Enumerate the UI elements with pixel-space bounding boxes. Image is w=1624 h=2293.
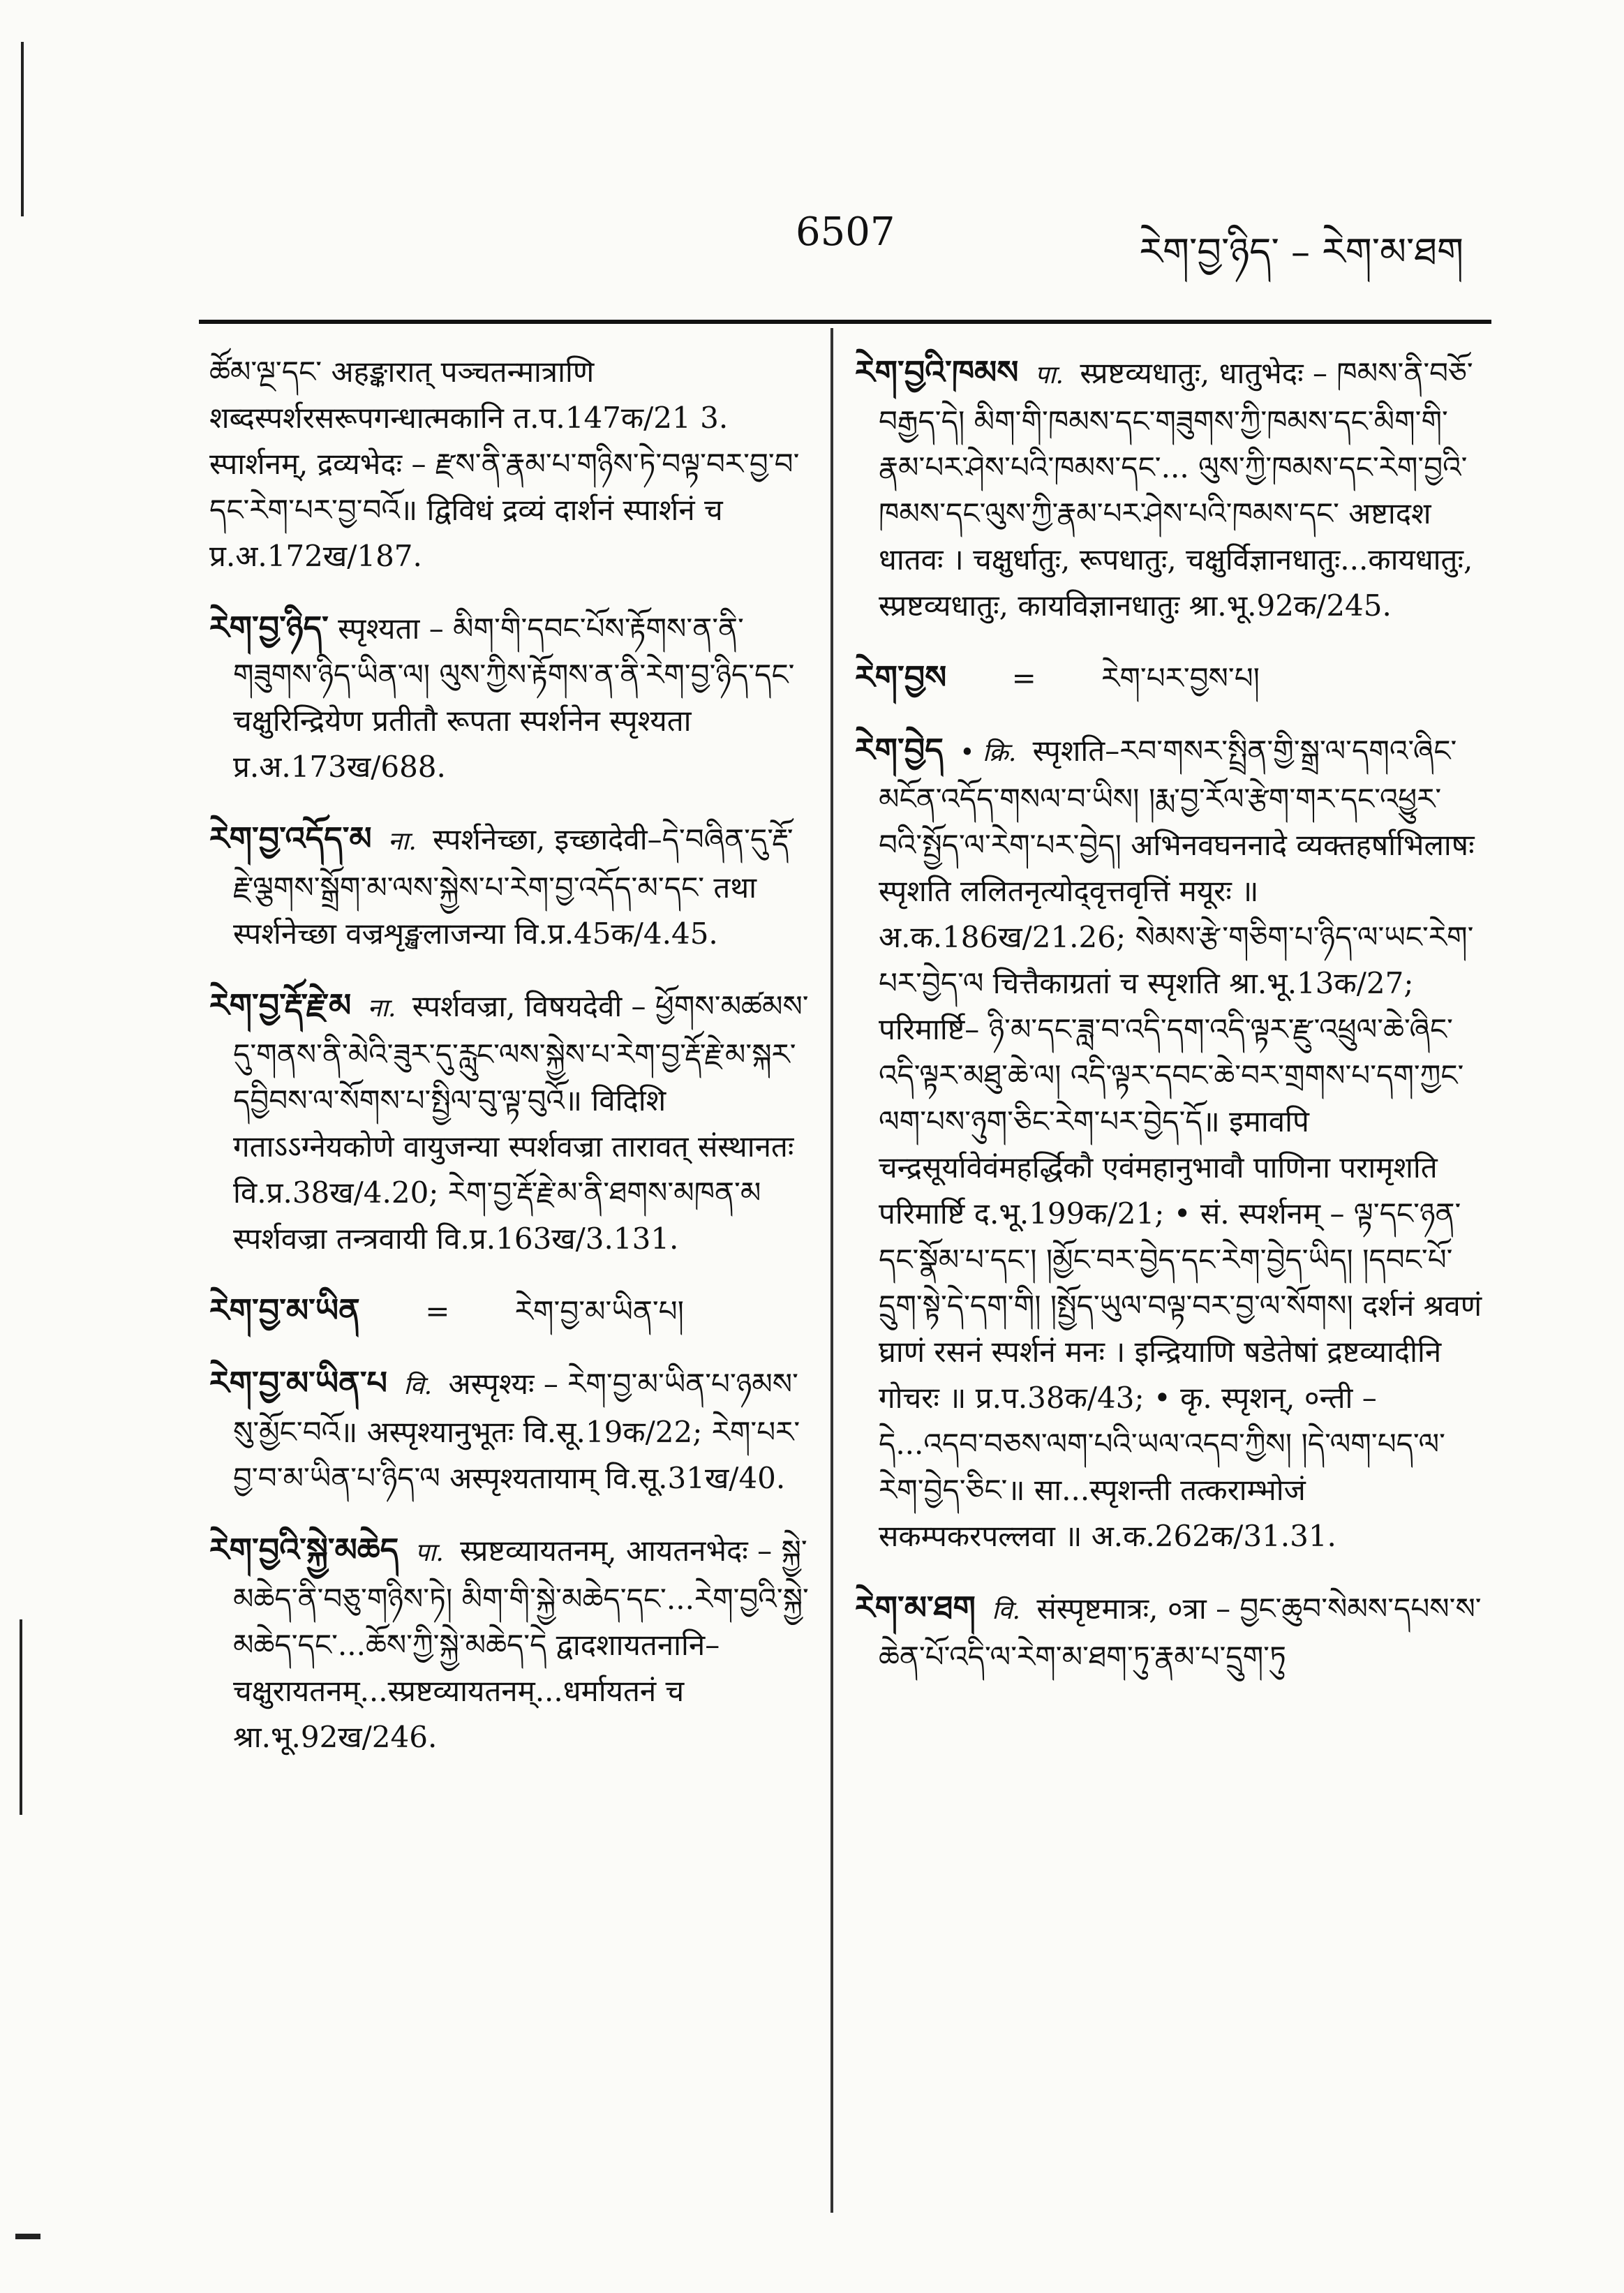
entry-headword: རེག་བྱ་འདོད་མ [209,819,372,857]
scan-edge-mark [21,42,24,216]
entry-headword: རེག་བྱེད [855,731,944,769]
entry-text: རེག་བྱ་མ་ཡིན་པ། [514,1294,684,1328]
entry-abbreviation: वि. [992,1596,1020,1625]
entry-text: स्पृश्यता – མིག་གི་དབང་པོས་རྟོགས་ན་ནི་གཟུགས་ཉིད་ཡིན་ལ། ལུས་ཀྱིས་རྟོགས་ན་ནི་རེག་བྱ་ཉིད་དང་ चक्षुरिन्द्रियेण प्रतीतौ रूपता स्पर्शनेन स्पृश्यता प्र.अ.173ख/688. [233,611,795,784]
entry-equals-sign: = [1011,661,1036,695]
entry-abbreviation: ना. [388,827,417,856]
scan-edge-mark [15,2234,40,2239]
dictionary-entry [209,1360,810,1501]
dictionary-entry [209,604,810,790]
dictionary-entry [855,654,1483,702]
entry-text: རེག་པར་བྱས་པ། [1101,661,1260,695]
dictionary-entry [855,727,1483,1559]
entry-text: स्प्रष्टव्यायतनम्, आयतनभेदः – སྐྱེ་མཆེད་ནི་བཅུ་གཉིས་ཏེ། མིག་གི་སྐྱེ་མཆེད་དང་...རེག་བྱའི་སྐྱེ་མཆེད་དང་...ཆོས་ཀྱི་སྐྱེ་མཆེད་དེ द्वादशायतनानि–चक्षुरायतनम्...स्प्रष्टव्यायतनम्...धर्मायतनं च श्रा.भू.92ख/246. [233,1534,809,1754]
entry-text: ཚོམ་ལྔ་དང་ अहङ्कारात् पञ्चतन्मात्राणि शब्दस्पर्शरसरूपगन्धात्मकानि त.प.147क/21 3. स्पार्शनम्, द्रव्यभेदः – རྫས་ནི་རྣམ་པ་གཉིས་ཏེ་བལྟ་བར་བྱ་བ་དང་རེག་པར་བྱ་བའོ॥ द्विविधं द्रव्यं दार्शनं स्पार्शनं च प्र.अ.172ख/187. [209,355,800,573]
dictionary-entry [855,1585,1483,1680]
entry-headword: རེག་བྱས [855,658,947,696]
dictionary-entry [209,1287,810,1335]
entry-headword: རེག་བྱ་མ་ཡིན [209,1291,360,1329]
dictionary-entry [209,349,810,579]
entry-headword: རེག་བྱ་ཉིད་ [209,609,329,646]
entry-headword: རེག་བྱ་མ་ཡིན་པ [209,1364,387,1402]
entry-abbreviation: पा. [415,1538,444,1567]
left-column [209,349,810,1786]
dictionary-entry [209,982,810,1262]
entry-headword: རེག་མ་ཐག [855,1589,976,1626]
entry-text: स्पृशति–རབ་གསར་སྤྲིན་གྱི་སྒྲ་ལ་དགའ་ཞིང་མངོན་འདོད་གསལ་བ་ཡིས། །རྨ་བྱ་རོལ་རྩེག་གར་དང་འཕྱུར་བའི་སྤྱོད་ལ་རེག་པར་བྱེད། अभिनवघननादे व्यक्तहर्षाभिलाषः स्पृशति ललितनृत्योद्‌वृत्तवृत्तिं मयूरः ॥ अ.क.186ख/21.26; སེམས་རྩེ་གཅིག་པ་ཉིད་ལ་ཡང་རེག་པར་བྱེད་ལ चित्तैकाग्रतां च स्पृशति श्रा.भू.13क/27; परिमार्ष्टि– ཉི་མ་དང་ཟླ་བ་འདི་དག་འདི་ལྟར་རྫུ་འཕྲུལ་ཆེ་ཞིང་འདི་ལྟར་མཐུ་ཆེ་ལ། འདི་ལྟར་དབང་ཆེ་བར་གྲགས་པ་དག་ཀྱང་ལག་པས་ཉུག་ཅིང་རེག་པར་བྱེད་དོ॥ इमावपि चन्द्रसूर्यावेवंमहर्द्धिकौ एवंमहानुभावौ पाणिना परामृशति परिमार्ष्टि द.भू.199क/21; • सं. स्पर्शनम् – ལྟ་དང་ཉན་དང་སྣོམ་པ་དང་། །མྱོང་བར་བྱེད་དང་རེག་བྱེད་ཡིད། །དབང་པོ་དྲུག་སྟེ་དེ་དག་གི། །སྤྱོད་ཡུལ་བལྟ་བར་བྱ་ལ་སོགས། दर्शनं श्रवणं घ्राणं रसनं स्पर्शनं मनः । इन्द्रियाणि षडेतेषां द्रष्टव्यादीनि गोचरः ॥ प्र.प.38क/43; • कृ. स्पृशन्, ०न्ती – དེ...འདབ་བཅས་ལག་པའི་ཡལ་འདབ་ཀྱིས། །དེ་ལག་པད་ལ་རེག་བྱེད་ཅིང་॥ सा...स्पृशन्ती तत्कराम्भोजं सकम्पकरपल्लवा ॥ अ.क.262क/31.31. [879,734,1482,1553]
dictionary-entry [209,1527,810,1760]
entry-headword: རེག་བྱ་རྡོ་རྗེ་མ [209,986,352,1024]
entry-text: स्पर्शवज्रा, विषयदेवी – ཕྱོགས་མཚམས་དུ་གནས་ནི་མེའི་ཟུར་དུ་རླུང་ལས་སྐྱེས་པ་རེག་བྱ་རྡོ་རྗེ་མ་སྐར་དབྱིབས་ལ་སོགས་པ་སྤྱིལ་བུ་ལྟ་བུའོ॥ विदिशि गताऽऽग्नेयकोणे वायुजन्या स्पर्शवज्रा तारावत् संस्थानतः वि.प्र.38ख/4.20; རེག་བྱ་རྡོ་རྗེ་མ་ནི་ཐགས་མཁན་མ स्पर्शवज्रा तन्त्रवायी वि.प्र.163ख/3.131. [233,989,809,1256]
right-column [855,349,1483,1705]
entry-text: स्प्रष्टव्यधातुः, धातुभेदः – ཁམས་ནི་བཅོ་བརྒྱད་དེ། མིག་གི་ཁམས་དང་གཟུགས་ཀྱི་ཁམས་དང་མིག་གི་རྣམ་པར་ཤེས་པའི་ཁམས་དང་... ལུས་ཀྱི་ཁམས་དང་རེག་བྱའི་ཁམས་དང་ལུས་ཀྱི་རྣམ་པར་ཤེས་པའི་ཁམས་དང་ अष्टादश धातवः । चक्षुर्धातुः, रूपधातुः, चक्षुर्विज्ञानधातुः...कायधातुः, स्प्रष्टव्यधातुः, कायविज्ञानधातुः श्रा.भू.92क/245. [879,356,1473,623]
entry-text: स्पर्शनेच्छा, इच्छादेवी–དེ་བཞིན་དུ་རྡོ་རྗེ་ལྕགས་སྒྲོག་མ་ལས་སྐྱེས་པ་རེག་བྱ་འདོད་མ་དང་ तथा स्पर्शनेच्छा वज्रशृङ्खलाजन्या वि.प्र.45क/4.45. [233,822,794,951]
entry-text: अस्पृश्यः – རེག་བྱ་མ་ཡིན་པ་ཉམས་སུ་མྱོང་བའོ॥ अस्पृश्यानुभूतः वि.सू.19क/22; རེག་པར་བྱ་བ་མ་ཡིན་པ་ཉིད་ལ अस्पृश्यतायाम् वि.सू.31ख/40. [233,1367,800,1495]
entry-equals-sign: = [425,1294,450,1328]
entry-abbreviation: ना. [367,994,396,1023]
entry-abbreviation: वि. [403,1372,433,1400]
entry-text: संस्पृष्टमात्रः, ०त्रा – བྱང་ཆུབ་སེམས་དཔས་ས་ཆེན་པོ་འདི་ལ་རེག་མ་ཐག་ཏུ་རྣམ་པ་དྲུག་ཏུ [879,1591,1482,1674]
page-number: 6507 [796,209,895,255]
entry-abbreviation: • क्रि. [960,739,1017,767]
dictionary-entry [209,815,810,957]
guide-words: རེག་བྱ་ཉིད་ – རེག་མ་ཐག [1139,230,1463,274]
scan-edge-mark [20,1619,22,1815]
column-divider [830,328,833,2213]
entry-headword: རེག་བྱའི་ཁམས [855,353,1019,391]
entry-abbreviation: पा. [1034,361,1064,389]
header-rule [199,320,1491,324]
entry-headword: རེག་བྱའི་སྐྱེ་མཆེད [209,1531,399,1568]
dictionary-entry [855,349,1483,629]
